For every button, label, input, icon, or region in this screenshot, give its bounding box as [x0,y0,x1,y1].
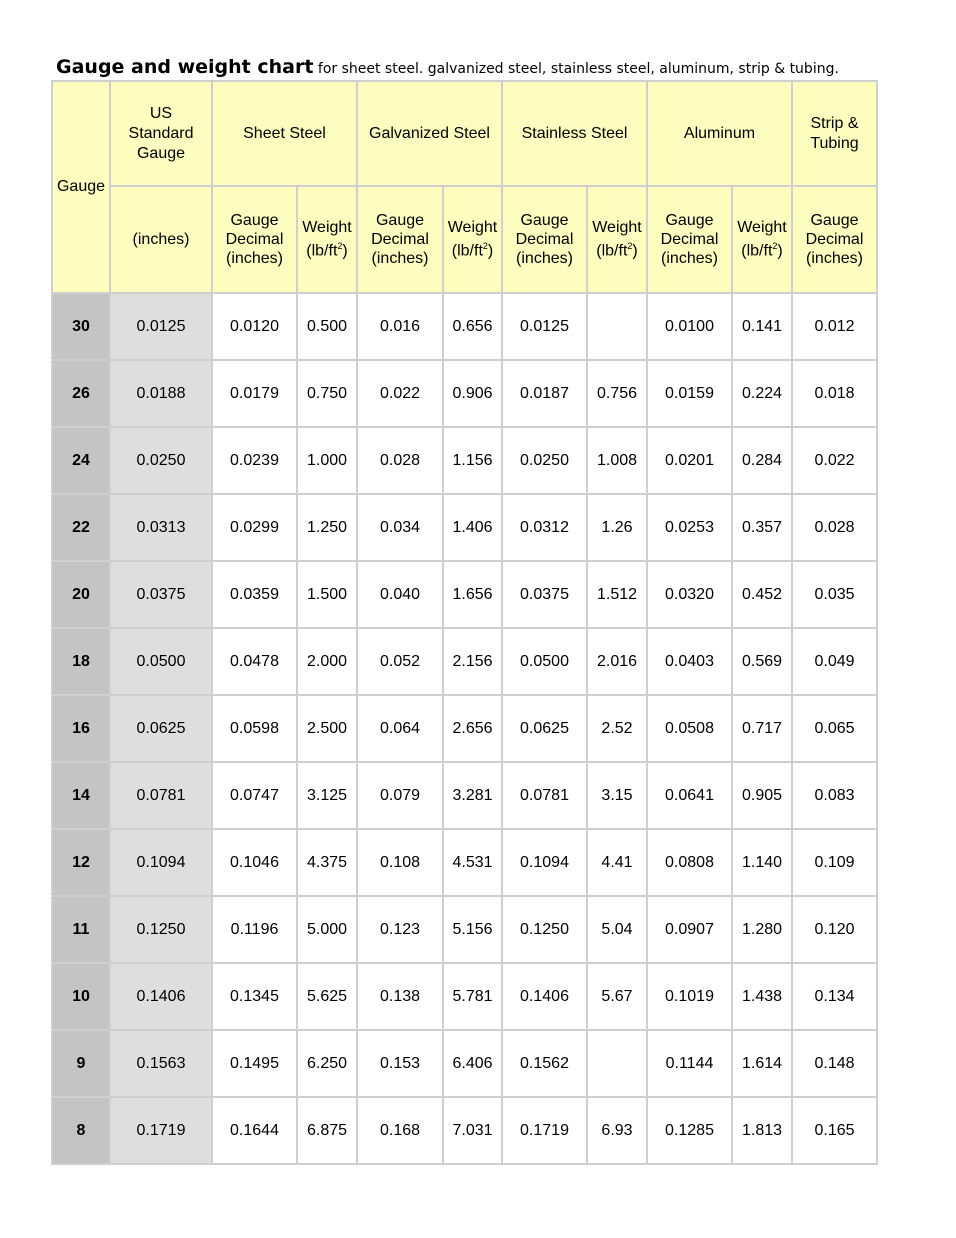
header-weight-unit-base: (lb/ft [306,242,338,260]
cell-gauge: 18 [52,628,110,695]
cell-sheet-steel-weight: 0.750 [297,360,357,427]
cell-sheet-steel-weight: 4.375 [297,829,357,896]
header-weight-unit-close: ) [342,242,348,260]
cell-aluminum-decimal: 0.0403 [647,628,732,695]
cell-sheet-steel-weight: 5.000 [297,896,357,963]
header-aluminum: Aluminum [647,81,792,186]
cell-us-standard: 0.1406 [110,963,212,1030]
cell-sheet-steel-decimal: 0.1196 [212,896,297,963]
table-row [52,360,877,427]
cell-stainless-decimal: 0.1719 [502,1097,587,1164]
table-row [52,896,877,963]
header-gauge-decimal-text: Gauge [375,212,425,229]
header-gauge-decimal-text: Decimal [660,231,719,248]
cell-stainless-decimal: 0.0625 [502,695,587,762]
cell-stainless-decimal: 0.0500 [502,628,587,695]
header-weight-unit-base: (lb/ft [451,242,483,260]
cell-stainless-decimal: 0.1562 [502,1030,587,1097]
cell-sheet-steel-decimal: 0.0179 [212,360,297,427]
cell-us-standard: 0.0313 [110,494,212,561]
cell-galvanized-decimal: 0.138 [357,963,443,1030]
cell-strip-tubing-decimal: 0.065 [792,695,877,762]
cell-stainless-weight [587,1030,647,1097]
cell-sheet-steel-weight: 1.500 [297,561,357,628]
cell-stainless-weight: 5.04 [587,896,647,963]
cell-stainless-weight: 2.016 [587,628,647,695]
cell-galvanized-decimal: 0.079 [357,762,443,829]
cell-stainless-decimal: 0.0250 [502,427,587,494]
header-us-unit: (inches) [110,186,212,293]
cell-galvanized-decimal: 0.016 [357,293,443,360]
cell-strip-tubing-decimal: 0.018 [792,360,877,427]
cell-stainless-weight: 3.15 [587,762,647,829]
cell-stainless-weight: 1.512 [587,561,647,628]
header-stainless-steel-gauge-decimal [502,186,587,293]
cell-galvanized-weight: 2.656 [443,695,502,762]
cell-sheet-steel-decimal: 0.0747 [212,762,297,829]
cell-sheet-steel-weight: 1.000 [297,427,357,494]
cell-gauge: 12 [52,829,110,896]
cell-sheet-steel-decimal: 0.1345 [212,963,297,1030]
cell-sheet-steel-decimal: 0.1046 [212,829,297,896]
header-aluminum-gauge-decimal [647,186,732,293]
header-gauge-decimal-text: Decimal [371,231,429,248]
cell-gauge: 14 [52,762,110,829]
header-strip-tubing-gauge-decimal [792,186,877,293]
title-subtitle: for sheet steel. galvanized steel, stainless steel, aluminum, strip & tubing. [313,61,839,77]
cell-aluminum-decimal: 0.0808 [647,829,732,896]
cell-sheet-steel-weight: 2.000 [297,628,357,695]
header-gauge-decimal-text: Gauge [520,212,569,229]
title-main: Gauge and weight chart [56,56,314,78]
header-us-line3: Gauge [136,144,186,162]
cell-stainless-decimal: 0.0187 [502,360,587,427]
cell-aluminum-weight: 0.224 [732,360,792,427]
cell-galvanized-weight: 5.781 [443,963,502,1030]
cell-galvanized-weight: 2.156 [443,628,502,695]
cell-gauge: 26 [52,360,110,427]
cell-galvanized-decimal: 0.034 [357,494,443,561]
cell-stainless-decimal: 0.0781 [502,762,587,829]
cell-gauge: 10 [52,963,110,1030]
cell-gauge: 24 [52,427,110,494]
cell-sheet-steel-weight: 6.875 [297,1097,357,1164]
cell-us-standard: 0.0781 [110,762,212,829]
cell-us-standard: 0.0250 [110,427,212,494]
table-row [52,695,877,762]
header-weight-unit-close: ) [487,242,494,260]
cell-sheet-steel-weight: 0.500 [297,293,357,360]
header-gauge-label: Gauge [56,178,106,195]
cell-sheet-steel-decimal: 0.0598 [212,695,297,762]
cell-galvanized-decimal: 0.153 [357,1030,443,1097]
header-weight-unit-close: ) [777,242,783,260]
header-galvanized-steel-gauge-decimal [357,186,443,293]
cell-galvanized-decimal: 0.022 [357,360,443,427]
cell-galvanized-weight: 3.281 [443,762,502,829]
cell-galvanized-weight: 0.906 [443,360,502,427]
cell-sheet-steel-decimal: 0.0239 [212,427,297,494]
cell-aluminum-weight: 0.141 [732,293,792,360]
cell-galvanized-decimal: 0.108 [357,829,443,896]
cell-galvanized-weight: 4.531 [443,829,502,896]
cell-gauge: 30 [52,293,110,360]
cell-galvanized-weight: 1.406 [443,494,502,561]
cell-strip-tubing-decimal: 0.022 [792,427,877,494]
cell-aluminum-weight: 1.438 [732,963,792,1030]
cell-stainless-weight: 6.93 [587,1097,647,1164]
cell-galvanized-weight: 1.656 [443,561,502,628]
cell-aluminum-decimal: 0.0508 [647,695,732,762]
cell-us-standard: 0.0188 [110,360,212,427]
header-strip-line1: Strip & [810,114,859,132]
cell-stainless-decimal: 0.1406 [502,963,587,1030]
cell-galvanized-decimal: 0.168 [357,1097,443,1164]
table-row [52,1097,877,1164]
cell-gauge: 22 [52,494,110,561]
header-weight-unit-exponent: 2 [337,241,343,252]
cell-stainless-weight [587,293,647,360]
cell-gauge: 16 [52,695,110,762]
cell-strip-tubing-decimal: 0.109 [792,829,877,896]
table-row [52,628,877,695]
header-weight-unit [444,237,501,260]
header-gauge-decimal-text: (inches) [516,250,573,267]
cell-sheet-steel-decimal: 0.0299 [212,494,297,561]
cell-aluminum-decimal: 0.1019 [647,963,732,1030]
cell-sheet-steel-decimal: 0.1644 [212,1097,297,1164]
header-gauge-decimal-text: (inches) [661,250,718,267]
cell-aluminum-weight: 1.813 [732,1097,792,1164]
cell-galvanized-weight: 5.156 [443,896,502,963]
cell-strip-tubing-decimal: 0.120 [792,896,877,963]
cell-galvanized-weight: 7.031 [443,1097,502,1164]
table-row [52,293,877,360]
cell-aluminum-decimal: 0.0641 [647,762,732,829]
cell-gauge: 11 [52,896,110,963]
cell-strip-tubing-decimal: 0.012 [792,293,877,360]
chart-title [56,56,839,78]
cell-aluminum-decimal: 0.1144 [647,1030,732,1097]
cell-aluminum-weight: 0.569 [732,628,792,695]
table-row [52,829,877,896]
table-row [52,963,877,1030]
table-row [52,1030,877,1097]
header-sheet-steel: Sheet Steel [212,81,357,186]
header-strip-line2: Tubing [810,134,859,152]
cell-aluminum-decimal: 0.0100 [647,293,732,360]
cell-aluminum-decimal: 0.0159 [647,360,732,427]
cell-us-standard: 0.0500 [110,628,212,695]
header-gauge-decimal-text: (inches) [806,250,863,267]
header-gauge-decimal-text: (inches) [371,250,429,267]
cell-us-standard: 0.1250 [110,896,212,963]
header-weight-text: Weight [447,219,498,237]
cell-stainless-weight: 0.756 [587,360,647,427]
cell-gauge: 8 [52,1097,110,1164]
header-strip-tubing [792,81,877,186]
cell-aluminum-decimal: 0.0320 [647,561,732,628]
header-stainless-steel: Stainless Steel [502,81,647,186]
header-row-units [52,186,877,293]
header-weight-text: Weight [737,219,787,237]
cell-stainless-weight: 1.008 [587,427,647,494]
cell-galvanized-decimal: 0.052 [357,628,443,695]
cell-aluminum-weight: 1.140 [732,829,792,896]
table-row [52,427,877,494]
cell-galvanized-decimal: 0.040 [357,561,443,628]
cell-gauge: 20 [52,561,110,628]
cell-aluminum-weight: 0.905 [732,762,792,829]
header-weight-unit [588,237,646,260]
header-weight-unit-exponent: 2 [772,241,778,252]
header-us-line1: US [149,104,173,122]
cell-us-standard: 0.0625 [110,695,212,762]
cell-galvanized-decimal: 0.123 [357,896,443,963]
cell-strip-tubing-decimal: 0.083 [792,762,877,829]
cell-gauge: 9 [52,1030,110,1097]
header-us-line2: Standard [128,124,194,142]
header-aluminum-weight [732,186,792,293]
cell-stainless-decimal: 0.1094 [502,829,587,896]
gauge-weight-table [51,80,878,1165]
cell-us-standard: 0.1563 [110,1030,212,1097]
cell-galvanized-weight: 0.656 [443,293,502,360]
header-weight-unit [733,237,791,260]
cell-stainless-decimal: 0.0125 [502,293,587,360]
header-weight-unit-close: ) [632,242,638,260]
header-gauge-decimal-text: Decimal [515,231,574,248]
table-row [52,762,877,829]
cell-aluminum-weight: 0.357 [732,494,792,561]
cell-strip-tubing-decimal: 0.165 [792,1097,877,1164]
cell-aluminum-decimal: 0.0201 [647,427,732,494]
header-gauge-decimal-text: Gauge [810,212,859,229]
header-galvanized-steel-weight [443,186,502,293]
cell-sheet-steel-weight: 5.625 [297,963,357,1030]
cell-sheet-steel-weight: 2.500 [297,695,357,762]
cell-sheet-steel-weight: 1.250 [297,494,357,561]
header-gauge-decimal-text: (inches) [226,250,283,267]
cell-stainless-decimal: 0.0375 [502,561,587,628]
cell-stainless-decimal: 0.0312 [502,494,587,561]
header-gauge-decimal-text: Decimal [805,231,864,248]
cell-strip-tubing-decimal: 0.035 [792,561,877,628]
cell-sheet-steel-decimal: 0.0478 [212,628,297,695]
cell-stainless-weight: 4.41 [587,829,647,896]
cell-galvanized-decimal: 0.064 [357,695,443,762]
cell-strip-tubing-decimal: 0.134 [792,963,877,1030]
cell-aluminum-decimal: 0.1285 [647,1097,732,1164]
cell-aluminum-weight: 1.614 [732,1030,792,1097]
header-gauge-decimal-text: Decimal [225,231,284,248]
cell-aluminum-weight: 1.280 [732,896,792,963]
cell-stainless-weight: 5.67 [587,963,647,1030]
cell-strip-tubing-decimal: 0.049 [792,628,877,695]
cell-us-standard: 0.0375 [110,561,212,628]
cell-stainless-weight: 1.26 [587,494,647,561]
cell-stainless-decimal: 0.1250 [502,896,587,963]
cell-galvanized-decimal: 0.028 [357,427,443,494]
cell-galvanized-weight: 1.156 [443,427,502,494]
cell-strip-tubing-decimal: 0.028 [792,494,877,561]
table-row [52,561,877,628]
cell-sheet-steel-weight: 3.125 [297,762,357,829]
header-gauge-decimal-text: Gauge [230,212,279,229]
cell-sheet-steel-weight: 6.250 [297,1030,357,1097]
header-stainless-steel-weight [587,186,647,293]
cell-aluminum-weight: 0.452 [732,561,792,628]
cell-us-standard: 0.0125 [110,293,212,360]
cell-galvanized-weight: 6.406 [443,1030,502,1097]
cell-sheet-steel-decimal: 0.1495 [212,1030,297,1097]
header-sheet-steel-weight [297,186,357,293]
cell-us-standard: 0.1094 [110,829,212,896]
header-row-groups [52,81,877,186]
header-weight-text: Weight [302,219,352,237]
header-weight-unit-exponent: 2 [482,241,488,252]
header-weight-unit-base: (lb/ft [596,242,628,260]
header-weight-unit [298,237,356,260]
header-us-standard-gauge [110,81,212,186]
cell-sheet-steel-decimal: 0.0359 [212,561,297,628]
header-galvanized-steel: Galvanized Steel [357,81,502,186]
header-gauge-decimal-text: Gauge [665,212,714,229]
cell-stainless-weight: 2.52 [587,695,647,762]
header-weight-unit-exponent: 2 [627,241,633,252]
cell-aluminum-decimal: 0.0253 [647,494,732,561]
header-weight-unit-base: (lb/ft [741,242,773,260]
cell-aluminum-weight: 0.717 [732,695,792,762]
cell-us-standard: 0.1719 [110,1097,212,1164]
header-weight-text: Weight [592,219,642,237]
cell-sheet-steel-decimal: 0.0120 [212,293,297,360]
header-sheet-steel-gauge-decimal [212,186,297,293]
cell-aluminum-weight: 0.284 [732,427,792,494]
table-row [52,494,877,561]
header-gauge [52,81,110,293]
cell-strip-tubing-decimal: 0.148 [792,1030,877,1097]
cell-aluminum-decimal: 0.0907 [647,896,732,963]
